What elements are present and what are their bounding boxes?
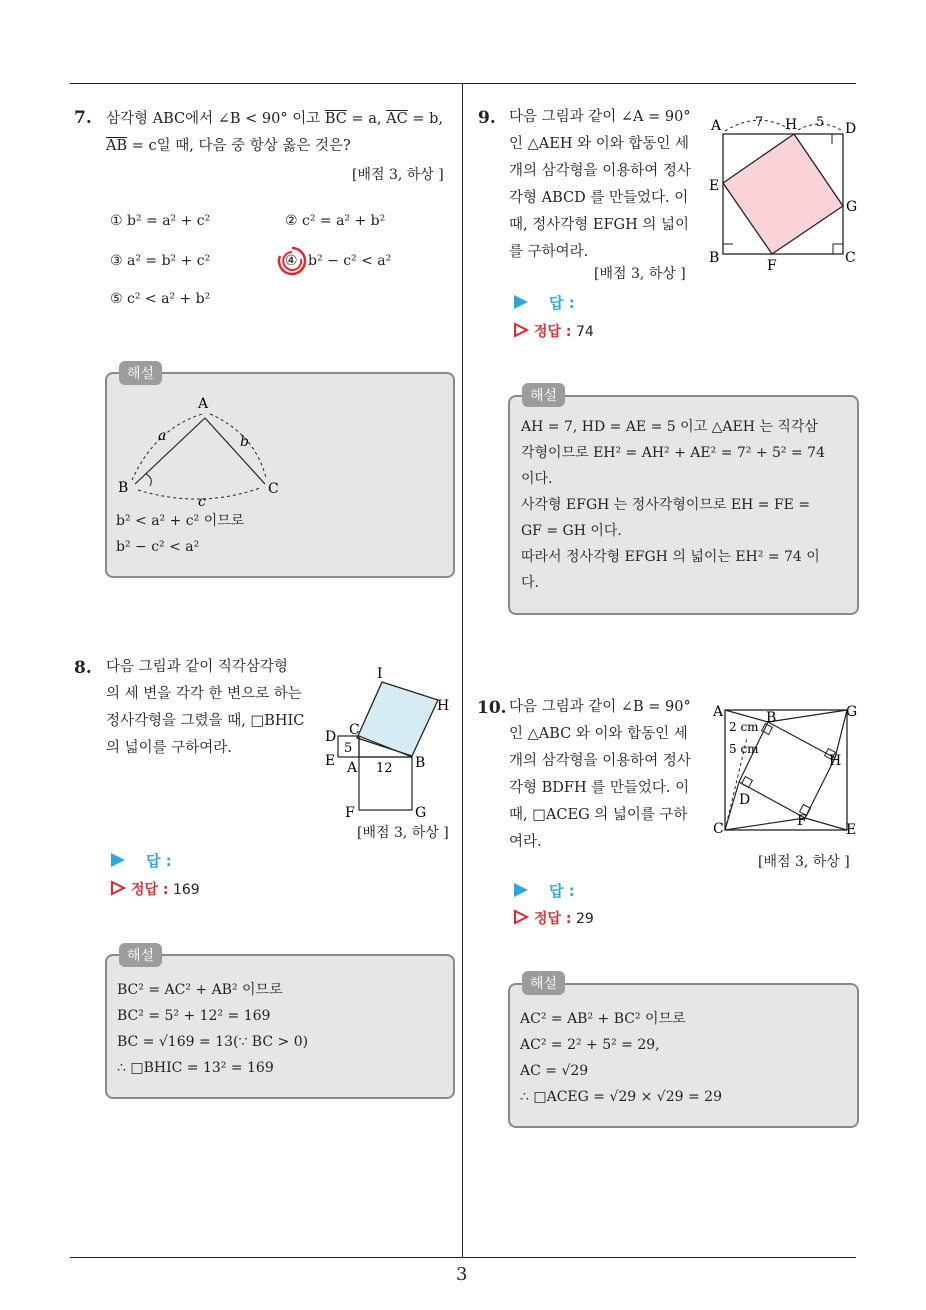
q8-number: 8. xyxy=(74,658,92,678)
q10-solution-text xyxy=(520,1006,722,1110)
q9-sol-line: 각형이므로 EH² = AH² + AE² = 7² + 5² = 74 xyxy=(521,445,825,461)
q8-label-h: H xyxy=(437,698,450,714)
q7-option-3[interactable]: ③ a² = b² + c² xyxy=(110,253,211,269)
q8-correct-arrow-icon xyxy=(110,880,126,896)
q9-solution-text xyxy=(521,414,851,596)
q10-sol-line: AC² = AB² + BC² 이므로 xyxy=(520,1011,686,1027)
q10-score: [배점 3, 하상 ] xyxy=(758,854,850,870)
q10-correct-label: 정답 : xyxy=(534,911,572,927)
q8-label-g: G xyxy=(415,805,427,821)
q7-label-b: B xyxy=(118,480,129,496)
q8-stem xyxy=(106,654,311,762)
q9-sol-line: AH = 7, HD = AE = 5 이고 △AEH 는 직각삼 xyxy=(521,419,818,435)
q7-line1-mid: = a, xyxy=(346,111,387,127)
q9-sol-line: 다. xyxy=(521,575,539,591)
q8-label-d: D xyxy=(325,729,337,745)
q10-line: 때, □ACEG 의 넓이를 구하 xyxy=(509,807,688,823)
q10-label-e: E xyxy=(846,822,857,838)
q9-correct-label: 정답 : xyxy=(534,324,572,340)
q7-label-c: C xyxy=(268,481,279,497)
q8-answer-arrow-icon xyxy=(110,852,126,868)
q7-ab: $\overline{AB}$ xyxy=(106,138,128,154)
q7-option-5[interactable]: ⑤ c² < a² + b² xyxy=(110,291,211,307)
bottom-rule xyxy=(70,1257,856,1258)
q10-line: 개의 삼각형을 이용하여 정사 xyxy=(509,753,691,769)
q8-answer-heading: 답 : xyxy=(146,852,172,870)
q10-label-f: F xyxy=(797,813,807,829)
q7-solution-text xyxy=(116,508,244,560)
q10-line: 인 △ABC 와 이와 합동인 세 xyxy=(509,726,688,742)
q10-label-g: G xyxy=(846,704,858,720)
page-number: 3 xyxy=(456,1264,468,1285)
q10-sol-line: AC = √29 xyxy=(520,1063,589,1079)
q10-label-b: B xyxy=(766,710,777,726)
q10-solution-tab: 해설 xyxy=(522,971,565,995)
q10-sol-line: ∴ □ACEG = √29 × √29 = 29 xyxy=(520,1089,722,1105)
q10-answer-heading: 답 : xyxy=(549,882,575,900)
q10-line: 다음 그림과 같이 ∠B = 90° xyxy=(509,699,691,715)
q9-answer-heading: 답 : xyxy=(549,294,575,312)
q7-solution-tab: 해설 xyxy=(119,361,162,385)
q8-solution-text xyxy=(117,977,308,1081)
q10-sol-line: AC² = 2² + 5² = 29, xyxy=(520,1037,660,1053)
q8-sol-line: BC = √169 = 13(∵ BC > 0) xyxy=(117,1034,309,1050)
q7-option-2[interactable]: ② c² = a² + b² xyxy=(285,213,386,229)
q8-length-12: 12 xyxy=(376,761,393,776)
q9-sol-line: GF = GH 이다. xyxy=(521,523,622,539)
q10-length-5cm: 5 cm xyxy=(729,742,759,756)
q8-line: 정사각형을 그렸을 때, □BHIC xyxy=(106,713,305,729)
q8-line: 의 세 변을 각각 한 변으로 하는 xyxy=(106,686,302,702)
q10-correct-arrow-icon xyxy=(513,909,529,925)
q9-line: 때, 정사각형 EFGH 의 넓이 xyxy=(509,217,689,233)
q7-stem xyxy=(106,106,456,160)
q8-label-c: C xyxy=(349,722,360,738)
q9-label-d: D xyxy=(845,121,857,137)
q9-correct-answer xyxy=(534,321,594,341)
q9-sol-line: 이다. xyxy=(521,471,553,487)
q8-correct-label: 정답 : xyxy=(131,882,169,898)
q8-label-f: F xyxy=(345,805,355,821)
q8-correct-answer xyxy=(131,879,200,899)
q9-line: 각형 ABCD 를 만들었다. 이 xyxy=(509,190,689,206)
q7-side-a: a xyxy=(158,428,167,444)
q10-label-c: C xyxy=(713,821,724,837)
q9-answer-arrow-icon xyxy=(513,294,529,310)
q9-number: 9. xyxy=(478,108,496,128)
q7-line1-post: = b, xyxy=(407,111,443,127)
column-divider xyxy=(462,83,463,1258)
q10-line: 여라. xyxy=(509,834,542,850)
q8-correct-value: 169 xyxy=(172,882,200,898)
q10-correct-answer xyxy=(534,908,594,928)
q9-length-7: 7 xyxy=(755,115,764,130)
q7-option-4[interactable]: b² − c² < a² xyxy=(308,253,392,269)
q9-sol-line: 사각형 EFGH 는 정사각형이므로 EH = FE = xyxy=(521,497,811,513)
q9-label-c: C xyxy=(845,250,856,266)
q9-line: 인 △AEH 와 이와 합동인 세 xyxy=(509,136,689,152)
q8-label-a: A xyxy=(347,760,358,776)
q8-line: 의 넓이를 구하여라. xyxy=(106,740,232,756)
q9-label-g: G xyxy=(846,199,858,215)
q7-side-c: c xyxy=(198,494,206,506)
q8-label-e: E xyxy=(325,753,336,769)
q9-label-e: E xyxy=(709,178,720,194)
q8-sol-line: ∴ □BHIC = 13² = 169 xyxy=(117,1060,274,1076)
q8-length-5: 5 xyxy=(344,741,353,756)
q8-sol-line: BC² = 5² + 12² = 169 xyxy=(117,1008,271,1024)
q9-label-a: A xyxy=(711,118,722,134)
q10-label-h: H xyxy=(829,753,842,769)
q7-score: [배점 3, 하상 ] xyxy=(352,167,444,183)
q8-solution-tab: 해설 xyxy=(119,943,162,967)
q9-line: 를 구하여라. xyxy=(509,244,589,260)
top-rule xyxy=(70,83,856,84)
q7-line2-post: = c일 때, 다음 중 항상 옳은 것은? xyxy=(127,138,351,154)
q7-ac: $\overline{AC}$ xyxy=(386,111,408,127)
q9-line: 다음 그림과 같이 ∠A = 90° xyxy=(509,109,691,125)
q7-bc: $\overline{BC}$ xyxy=(324,111,347,127)
q9-label-h: H xyxy=(785,117,798,133)
q10-answer-arrow-icon xyxy=(513,882,529,898)
q9-sol-line: 따라서 정사각형 EFGH 의 넓이는 EH² = 74 이 xyxy=(521,549,820,565)
q7-sol-line: b² < a² + c² 이므로 xyxy=(116,513,245,529)
q7-line1-pre: 삼각형 ABC에서 ∠B < 90° 이고 xyxy=(106,111,325,127)
q8-sol-line: BC² = AC² + AB² 이므로 xyxy=(117,982,283,998)
q7-option-1[interactable]: ① b² = a² + c² xyxy=(110,213,211,229)
q8-line: 다음 그림과 같이 직각삼각형 xyxy=(106,659,288,675)
q7-side-b: b xyxy=(240,434,249,450)
q7-number: 7. xyxy=(74,108,92,128)
q8-label-i: I xyxy=(377,666,383,682)
q10-number: 10. xyxy=(477,698,507,718)
q9-stem xyxy=(509,104,709,266)
q8-score: [배점 3, 하상 ] xyxy=(357,825,449,841)
q9-square-diagram xyxy=(705,112,865,272)
q9-line: 개의 삼각형을 이용하여 정사 xyxy=(509,163,691,179)
q9-label-f: F xyxy=(767,258,777,272)
q10-label-a: A xyxy=(713,704,724,720)
q10-line: 각형 BDFH 를 만들었다. 이 xyxy=(509,780,690,796)
q7-triangle-diagram xyxy=(110,394,310,506)
q10-length-2cm: 2 cm xyxy=(729,720,759,734)
q9-correct-arrow-icon xyxy=(513,322,529,338)
q9-solution-tab: 해설 xyxy=(522,383,565,407)
q9-correct-value: 74 xyxy=(575,324,594,340)
q8-label-b: B xyxy=(415,755,426,771)
q7-option-4-marker[interactable]: ④ xyxy=(285,253,298,269)
q10-stem xyxy=(509,694,709,856)
q7-label-a: A xyxy=(198,396,209,412)
q9-label-b: B xyxy=(709,250,720,266)
q9-score: [배점 3, 하상 ] xyxy=(594,266,686,282)
q10-label-d: D xyxy=(739,792,751,808)
q10-correct-value: 29 xyxy=(575,911,594,927)
q9-length-5: 5 xyxy=(816,115,825,130)
q7-sol-line: b² − c² < a² xyxy=(116,539,200,555)
q8-squares-diagram xyxy=(320,656,460,824)
q10-square-diagram xyxy=(705,698,865,838)
